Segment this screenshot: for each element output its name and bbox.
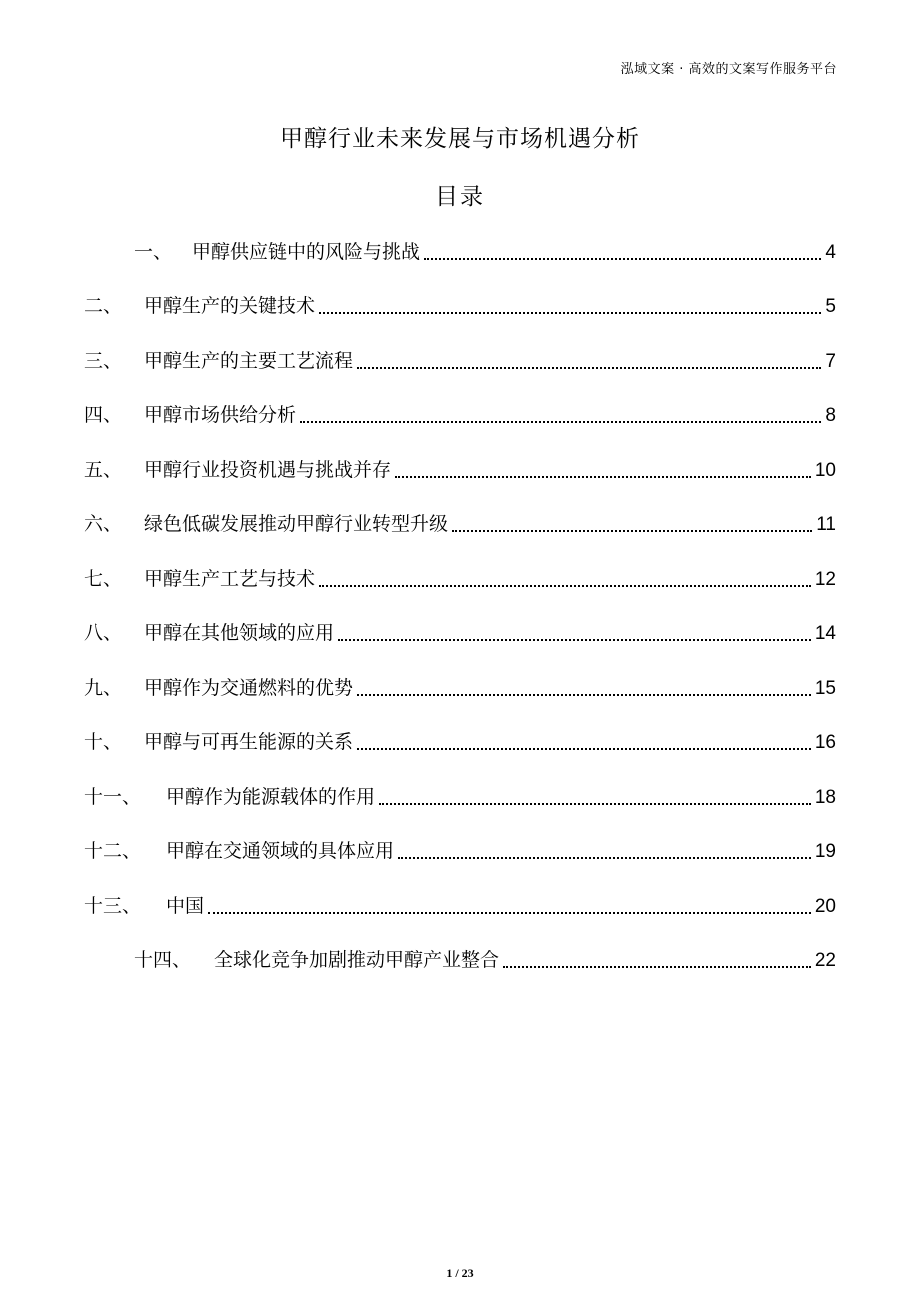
toc-entry-14[interactable] bbox=[134, 945, 836, 975]
toc-entry-number: 八、 bbox=[84, 622, 123, 644]
toc-entry-title: 绿色低碳发展推动甲醇行业转型升级 bbox=[144, 513, 449, 535]
toc-entry-13[interactable] bbox=[84, 891, 836, 921]
toc-entry-6[interactable] bbox=[84, 509, 836, 539]
toc-dot-leader bbox=[452, 530, 812, 532]
toc-dot-leader bbox=[208, 912, 811, 914]
toc-entry-number: 五、 bbox=[84, 459, 123, 481]
page-number-footer: 1 / 23 bbox=[446, 1266, 474, 1280]
toc-entry-title: 甲醇生产的主要工艺流程 bbox=[144, 350, 354, 372]
toc-dot-leader bbox=[357, 694, 811, 696]
toc-entry-number: 二、 bbox=[84, 295, 123, 317]
toc-dot-leader bbox=[357, 748, 811, 750]
toc-entry-title: 甲醇市场供给分析 bbox=[144, 404, 297, 426]
toc-entry-page: 5 bbox=[825, 296, 836, 317]
toc-entry-title: 甲醇在交通领域的具体应用 bbox=[166, 840, 395, 862]
toc-dot-leader bbox=[357, 367, 821, 369]
toc-heading: 目录 bbox=[435, 184, 485, 210]
toc-entry-number: 三、 bbox=[84, 350, 123, 372]
toc-entry-5[interactable] bbox=[84, 455, 836, 485]
toc-entry-number: 十一、 bbox=[84, 786, 142, 808]
toc-entry-page: 18 bbox=[814, 787, 836, 808]
toc-entry-4[interactable] bbox=[84, 400, 836, 430]
toc-entry-number: 六、 bbox=[84, 513, 123, 535]
toc-entry-number: 十二、 bbox=[84, 840, 142, 862]
toc-dot-leader bbox=[319, 585, 811, 587]
toc-entry-title: 中国 bbox=[166, 895, 205, 917]
toc-dot-leader bbox=[398, 857, 811, 859]
toc-entry-8[interactable] bbox=[84, 618, 836, 648]
toc-dot-leader bbox=[300, 421, 821, 423]
toc-entry-page: 22 bbox=[814, 950, 836, 971]
toc-entry-10[interactable] bbox=[84, 727, 836, 757]
toc-entry-title: 甲醇供应链中的风险与挑战 bbox=[192, 241, 421, 263]
toc-entry-number: 一、 bbox=[134, 241, 173, 263]
toc-entry-title: 全球化竞争加剧推动甲醇产业整合 bbox=[214, 949, 500, 971]
toc-entry-9[interactable] bbox=[84, 673, 836, 703]
toc-entry-number: 十四、 bbox=[134, 949, 192, 971]
toc-entry-page: 4 bbox=[825, 242, 836, 263]
toc-entry-7[interactable] bbox=[84, 564, 836, 594]
toc-entry-title: 甲醇作为交通燃料的优势 bbox=[144, 677, 354, 699]
toc-entry-page: 16 bbox=[814, 732, 836, 753]
toc-entry-12[interactable] bbox=[84, 836, 836, 866]
toc-entry-page: 7 bbox=[825, 351, 836, 372]
toc-dot-leader bbox=[395, 476, 811, 478]
toc-entry-page: 11 bbox=[816, 514, 836, 535]
toc-entry-2[interactable] bbox=[84, 291, 836, 321]
toc-entry-page: 8 bbox=[825, 405, 836, 426]
toc-entry-number: 九、 bbox=[84, 677, 123, 699]
toc-entry-page: 15 bbox=[814, 678, 836, 699]
toc-entry-title: 甲醇在其他领域的应用 bbox=[144, 622, 335, 644]
toc-entry-title: 甲醇生产的关键技术 bbox=[144, 295, 316, 317]
toc-dot-leader bbox=[503, 966, 811, 968]
toc-entry-number: 十三、 bbox=[84, 895, 142, 917]
toc-entry-page: 19 bbox=[814, 841, 836, 862]
toc-dot-leader bbox=[379, 803, 811, 805]
toc-entry-number: 七、 bbox=[84, 568, 123, 590]
toc-entry-title: 甲醇作为能源载体的作用 bbox=[166, 786, 376, 808]
toc-entry-3[interactable] bbox=[84, 346, 836, 376]
toc-entry-page: 20 bbox=[814, 896, 836, 917]
toc-entry-title: 甲醇与可再生能源的关系 bbox=[144, 731, 354, 753]
toc-entry-title: 甲醇生产工艺与技术 bbox=[144, 568, 316, 590]
toc-entry-11[interactable] bbox=[84, 782, 836, 812]
toc-entry-page: 14 bbox=[814, 623, 836, 644]
toc-entry-number: 十、 bbox=[84, 731, 123, 753]
toc-dot-leader bbox=[424, 258, 821, 260]
toc-entry-title: 甲醇行业投资机遇与挑战并存 bbox=[144, 459, 392, 481]
page-header: 泓域文案 · 高效的文案写作服务平台 bbox=[620, 62, 837, 77]
toc-entry-1[interactable] bbox=[134, 237, 836, 267]
toc-entry-page: 12 bbox=[814, 569, 836, 590]
toc-entry-page: 10 bbox=[814, 460, 836, 481]
toc-entry-number: 四、 bbox=[84, 404, 123, 426]
toc-dot-leader bbox=[319, 312, 821, 314]
toc-dot-leader bbox=[338, 639, 811, 641]
document-title: 甲醇行业未来发展与市场机遇分析 bbox=[280, 126, 640, 152]
